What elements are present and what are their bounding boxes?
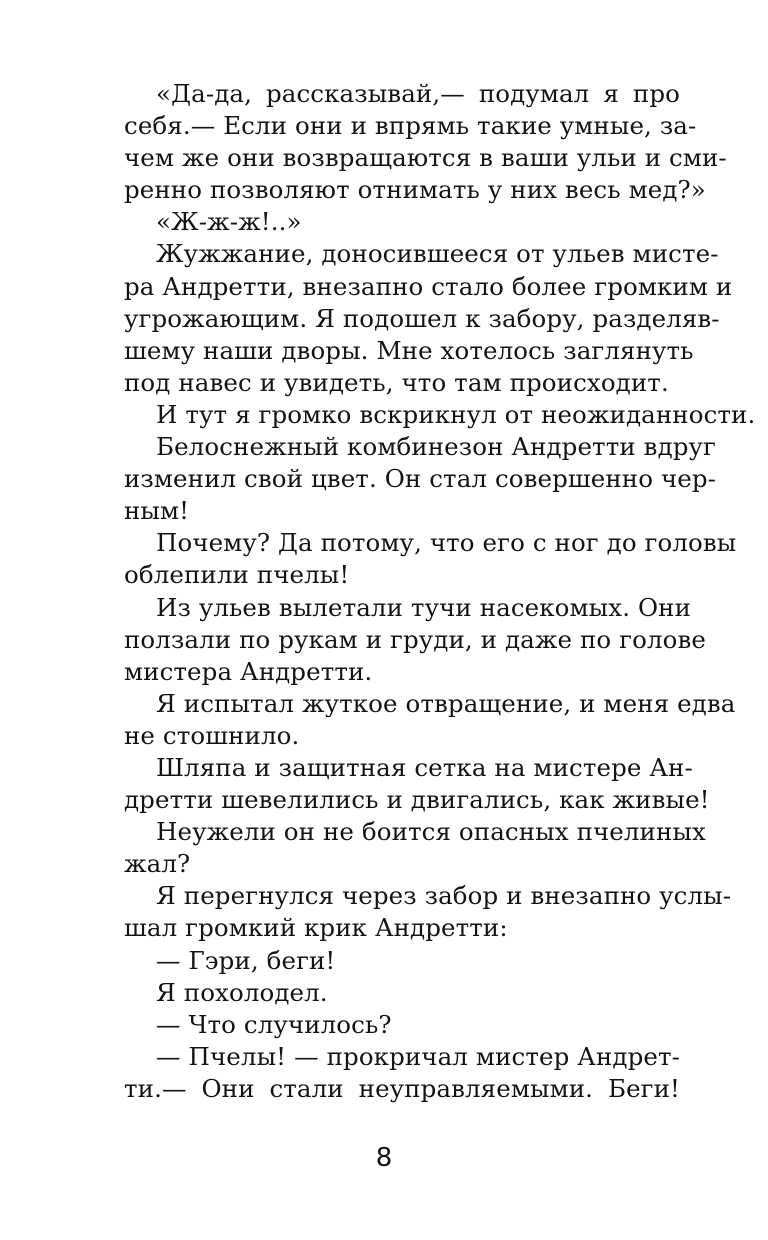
text-line: Я перегнулся через забор и внезапно услы- [156,881,732,911]
text-line: ползали по рукам и груди, и даже по голове [124,624,706,654]
text-line: «Ж-ж-ж!..» [156,207,302,237]
text-line: Я похолодел. [156,977,328,1007]
text-line: Из ульев вылетали тучи насекомых. Они [156,592,692,622]
text-line: Я испытал жуткое отвращение, и меня едва [156,688,736,718]
text-line: ренно позволяют отнимать у них весь мед?» [124,175,706,205]
text-line: облепили пчелы! [124,560,350,590]
text-line: чем же они возвращаются в ваши ульи и сми- [124,143,727,173]
text-line: Жужжание, доносившееся от ульев мисте- [156,239,719,269]
text-line: Неужели он не боится опасных пчелиных [156,817,706,847]
text-line: шал громкий крик Андретти: [124,913,508,943]
text-line: Почему? Да потому, что его с ног до головы [156,528,737,558]
text-line: ра Андретти, внезапно стало более громким и [124,271,733,301]
text-line: — Гэри, беги! [156,945,336,975]
text-line: мистера Андретти. [124,656,373,686]
text-line: ти.— Они стали неуправляемыми. Беги! [124,1073,680,1103]
text-line: изменил свой цвет. Он стал совершенно чер- [124,464,717,494]
text-line: — Что случилось? [156,1009,392,1039]
text-line: «Да-да, рассказывай,— подумал я про [156,79,680,108]
text-line: не стошнило. [124,720,300,750]
page-body [124,78,756,1105]
text-line: ным! [124,496,190,526]
text-line: дретти шевелились и двигались, как живые! [124,785,710,815]
text-line: И тут я громко вскрикнул от неожиданности. [156,399,756,429]
text-line: себя.— Если они и впрямь такие умные, за- [124,111,697,141]
text-line: шему наши дворы. Мне хотелось заглянуть [124,335,694,365]
text-line: Белоснежный комбинезон Андретти вдруг [156,432,716,462]
text-line: — Пчелы! — прокричал мистер Андрет- [156,1041,680,1071]
text-line: жал? [124,849,191,879]
page-number: 8 [375,1143,393,1173]
text-line: угрожающим. Я подошел к забору, разделяв- [124,303,720,333]
text-line: Шляпа и защитная сетка на мистере Ан- [156,752,693,782]
text-line: под навес и увидеть, что там происходит. [124,367,669,397]
